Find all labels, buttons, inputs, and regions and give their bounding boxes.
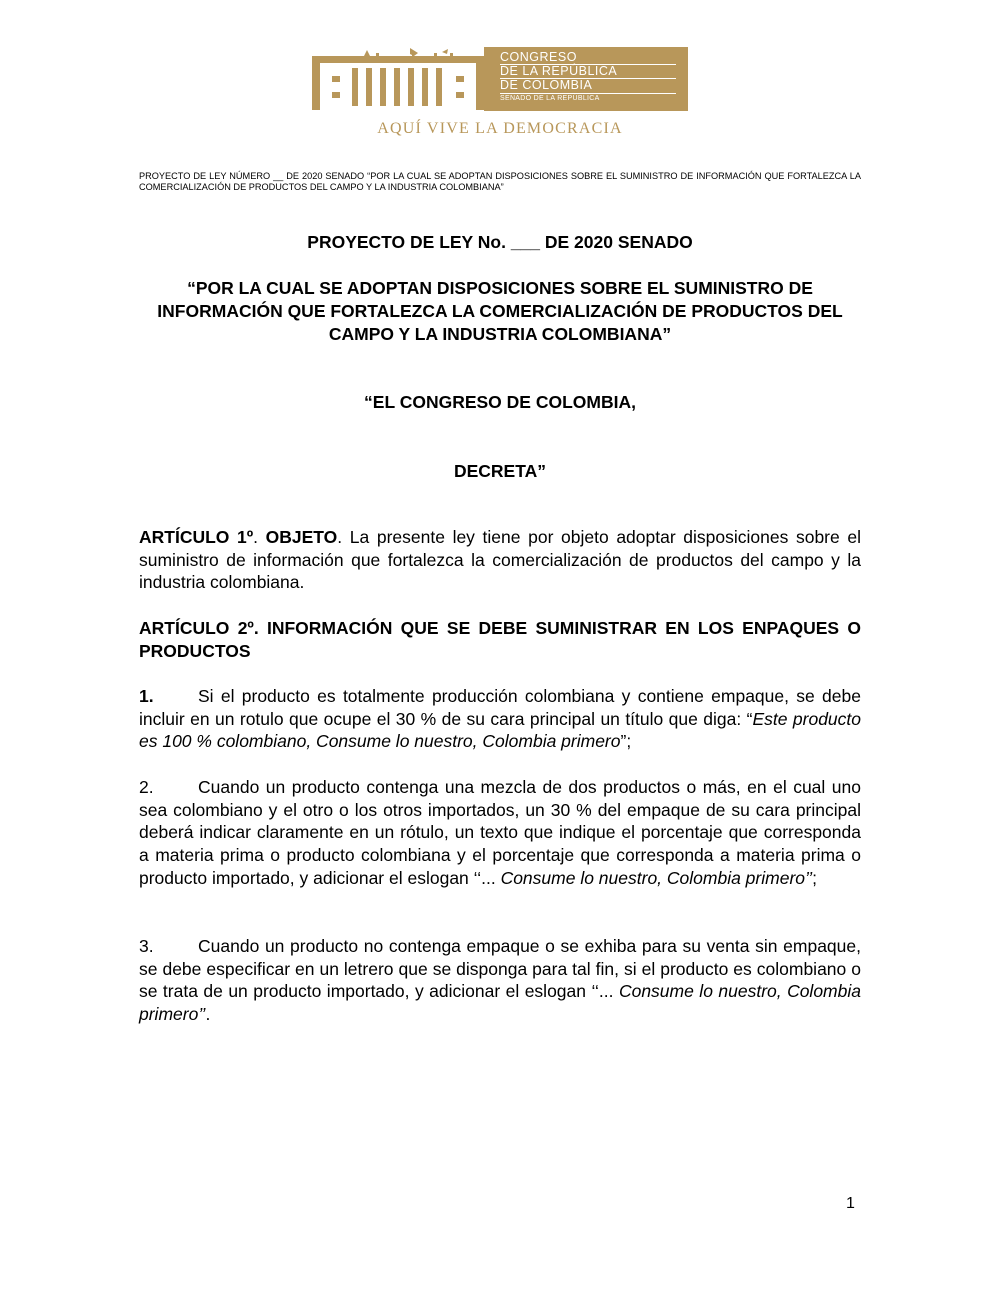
logo-slogan: AQUÍ VIVE LA DEMOCRACIA — [377, 120, 623, 137]
article-1 — [139, 526, 861, 594]
list-item — [139, 935, 861, 1026]
page-number: 1 — [846, 1195, 855, 1212]
item-text: Si el producto es totalmente producción colombiana y contiene empaque, se debe incluir en un rotulo que ocupe el 30 % de su cara principal un título que diga: “ — [139, 686, 861, 729]
item-italic-text: Consume lo nuestro, Colombia primero’’ — [139, 981, 861, 1025]
item-text: Cuando un producto contenga una mezcla de dos productos o más, en el cual uno sea colombiano y el otro o los otros importados, un 30 % del empaque de su cara principal deberá indicar claramente en un rótulo, un texto que indique el porcentaje que corresponda a materia prima o producto colombiana y el porcentaje que corresponda a materia prima o producto importado, y adicionar el eslogan ‘‘... — [139, 777, 861, 888]
item-text: Cuando un producto no contenga empaque o se exhiba para su venta sin empaque, se debe especificar en un letrero que se disponga para tal fin, si el producto es colombiano o se trata de un producto importado, y adicionar el eslogan ‘‘... — [139, 936, 861, 1002]
logo-line-colombia: DE COLOMBIA — [500, 78, 593, 92]
logo-line-congreso: CONGRESO — [500, 50, 577, 64]
congreso-heading: “EL CONGRESO DE COLOMBIA, — [364, 392, 636, 412]
logo-line-senado: SENADO DE LA REPÚBLICA — [500, 95, 600, 102]
item-end: . — [205, 1004, 211, 1025]
logo-text-block — [484, 47, 688, 111]
article-1-separator: . — [253, 527, 266, 547]
capitol-building-icon — [312, 46, 484, 110]
logo-line-republica: DE LA REPÚBLICA — [500, 64, 618, 78]
running-header: PROYECTO DE LEY NÚMERO __ DE 2020 SENADO “POR LA CUAL SE ADOPTAN DISPOSICIONES SOBRE EL SUMINISTRO DE INFORMACIÓN QUE FORTALEZCA LA COMERCIALIZACIÓN DE PRODUCTOS DEL CAMPO Y LA INDUSTRIA COLOMBIANA” — [139, 171, 861, 192]
list-item — [139, 685, 861, 753]
article-1-label: ARTÍCULO 1º — [139, 527, 254, 547]
item-italic-text: Este producto es 100 % colombiano, Consume lo nuestro, Colombia primero — [139, 708, 861, 752]
item-end: ”; — [620, 731, 632, 752]
decreta-heading: DECRETA” — [453, 461, 547, 481]
logo-rule — [500, 93, 676, 94]
item-number: 1. — [139, 686, 154, 706]
document-subtitle: “POR LA CUAL SE ADOPTAN DISPOSICIONES SOBRE EL SUMINISTRO DE INFORMACIÓN QUE FORTALEZCA LA COMERCIALIZACIÓN DE PRODUCTOS DEL CAMPO Y LA INDUSTRIA COLOMBIANA” — [157, 278, 843, 344]
list-item — [139, 776, 861, 890]
item-end: ; — [812, 867, 818, 888]
article-2-heading: ARTÍCULO 2º. INFORMACIÓN QUE SE DEBE SUMINISTRAR EN LOS ENPAQUES O PRODUCTOS — [139, 618, 861, 661]
document-title: PROYECTO DE LEY No. ___ DE 2020 SENADO — [307, 232, 693, 252]
item-number: 3. — [139, 936, 154, 956]
article-1-text: . La presente ley tiene por objeto adoptar disposiciones sobre el suministro de información que fortalezca la comercialización de productos del campo y la industria colombiana. — [139, 527, 861, 593]
item-italic-text: Consume lo nuestro, Colombia primero’’ — [500, 867, 813, 888]
article-1-heading: OBJETO — [265, 527, 338, 547]
item-number: 2. — [139, 777, 154, 797]
